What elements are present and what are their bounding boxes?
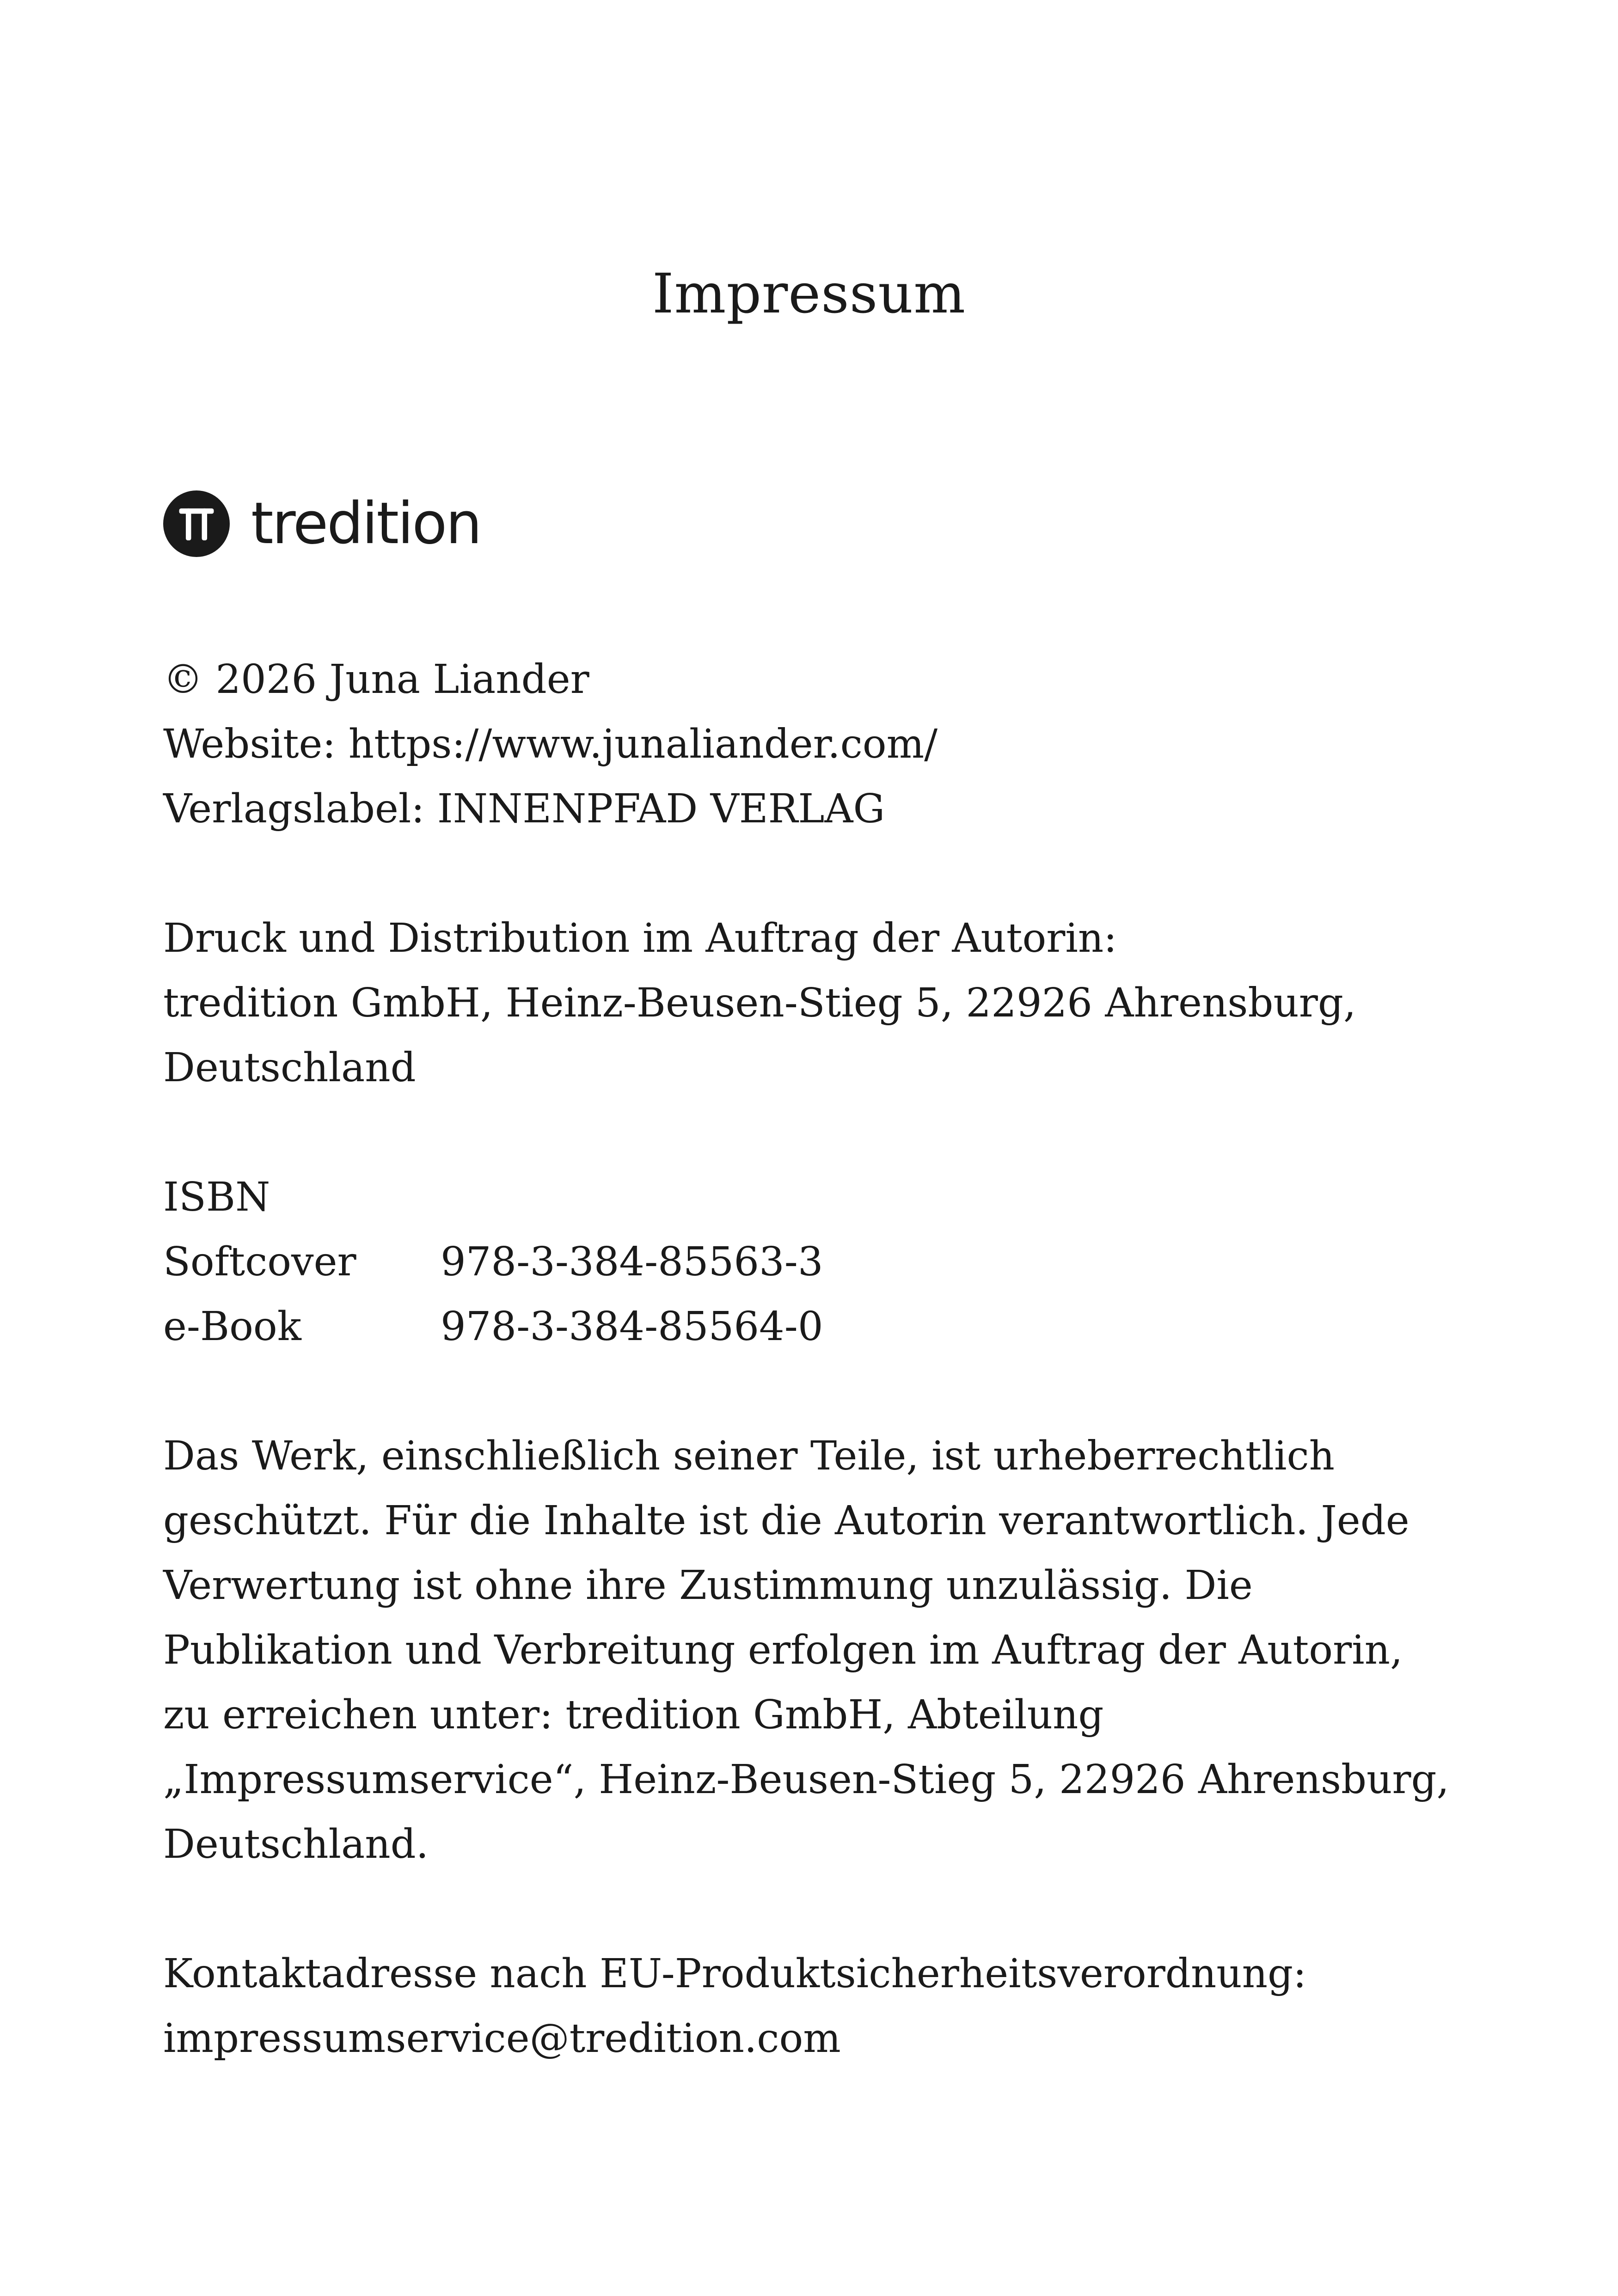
notice-line: Verwertung ist ohne ihre Zustimmung unzulässig. Die	[163, 1562, 1253, 1609]
isbn-format: Softcover	[163, 1239, 356, 1285]
printing-line-1: Druck und Distribution im Auftrag der Autorin:	[163, 915, 1117, 961]
notice-line: „Impressumservice“, Heinz-Beusen-Stieg 5, 22926 Ahrensburg,	[163, 1757, 1449, 1803]
printing-line-3: Deutschland	[163, 1045, 416, 1091]
logo-wordmark: tredition	[251, 490, 481, 557]
author-block	[163, 647, 1481, 841]
isbn-row	[163, 1294, 1481, 1359]
website-line: Website: https://www.junaliander.com/	[163, 721, 938, 767]
publisher-label-line: Verlagslabel: INNENPFAD VERLAG	[163, 786, 885, 832]
isbn-number: 978-3-384-85564-0	[441, 1304, 823, 1350]
isbn-row	[163, 1230, 1481, 1294]
printing-line-2: tredition GmbH, Heinz-Beusen-Stieg 5, 22926 Ahrensburg,	[163, 980, 1356, 1026]
printing-block	[163, 906, 1481, 1100]
contact-heading: Kontaktadresse nach EU-Produktsicherheitsverordnung:	[163, 1951, 1307, 1997]
notice-line: Publikation und Verbreitung erfolgen im Auftrag der Autorin,	[163, 1627, 1403, 1673]
contact-block	[163, 1941, 1481, 2071]
publisher-logo	[163, 489, 481, 558]
isbn-number: 978-3-384-85563-3	[441, 1239, 823, 1285]
isbn-heading: ISBN	[163, 1174, 270, 1220]
contact-email: impressumservice@tredition.com	[163, 2015, 841, 2062]
isbn-block	[163, 1165, 1481, 1359]
page-title: Impressum	[652, 262, 966, 325]
tredition-logo-icon	[163, 490, 230, 557]
notice-line: Deutschland.	[163, 1821, 429, 1867]
notice-line: zu erreichen unter: tredition GmbH, Abteilung	[163, 1692, 1104, 1738]
isbn-format: e-Book	[163, 1304, 301, 1350]
notice-line: Das Werk, einschließlich seiner Teile, ist urheberrechtlich	[163, 1433, 1335, 1479]
copyright-notice	[163, 1424, 1481, 1877]
notice-line: geschützt. Für die Inhalte ist die Autorin verantwortlich. Jede	[163, 1498, 1410, 1544]
copyright-line: © 2026 Juna Liander	[163, 656, 589, 703]
